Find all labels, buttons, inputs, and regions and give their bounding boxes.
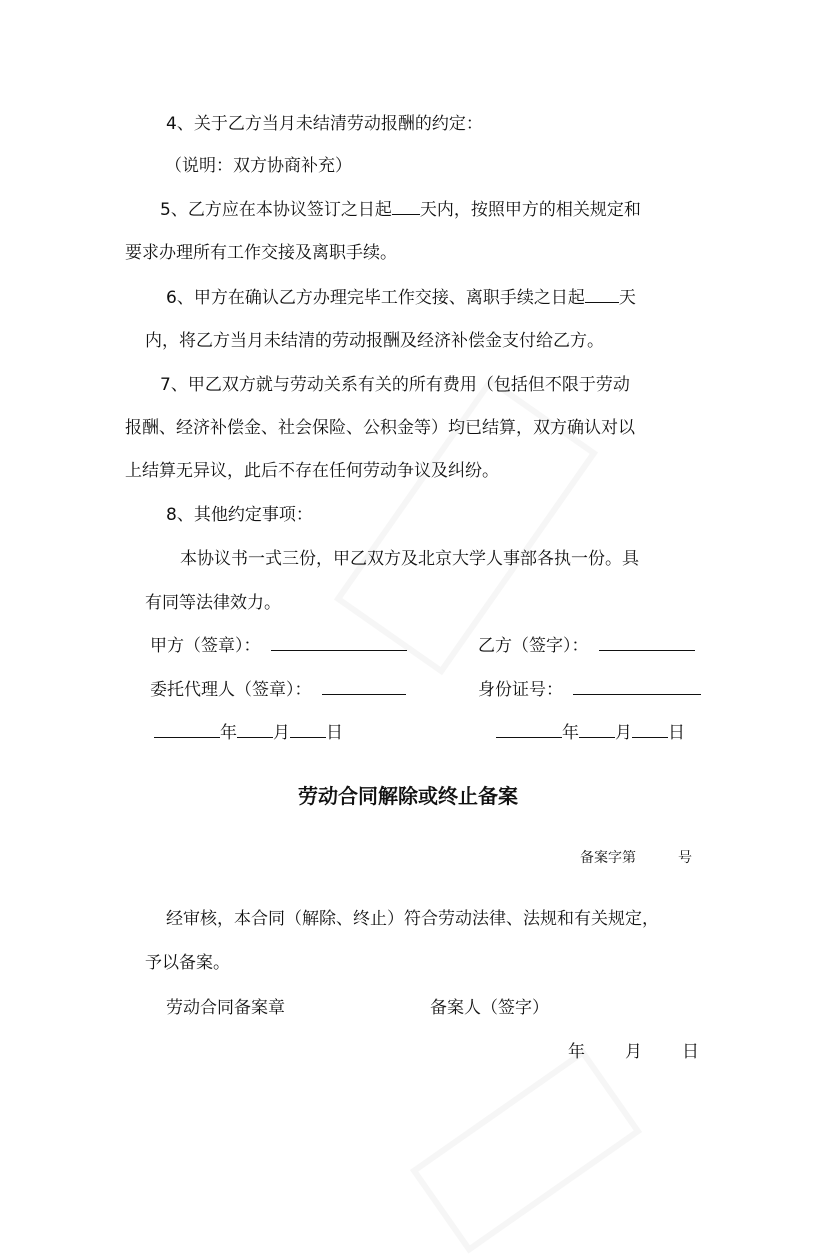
party-a-signature bbox=[150, 634, 407, 658]
month-label: 月 bbox=[615, 723, 632, 743]
day-label: 日 bbox=[326, 723, 343, 743]
label: 号 bbox=[678, 850, 692, 866]
watermark bbox=[410, 1048, 642, 1253]
id-blank[interactable] bbox=[573, 678, 701, 695]
filing-title: 劳动合同解除或终止备案 bbox=[298, 784, 518, 808]
agent-blank[interactable] bbox=[322, 678, 406, 695]
id-number bbox=[478, 678, 701, 702]
label: 委托代理人（签章）： bbox=[150, 680, 312, 700]
year-label: 年 bbox=[568, 1042, 585, 1062]
filing-date bbox=[568, 1040, 699, 1064]
agent-signature bbox=[150, 678, 406, 702]
month-blank[interactable] bbox=[579, 721, 615, 738]
label: 乙方（签字）： bbox=[478, 636, 589, 656]
clause-6-line2: 内，将乙方当月未结清的劳动报酬及经济补偿金支付给乙方。 bbox=[145, 331, 604, 351]
date-left bbox=[154, 721, 343, 745]
clause-5-line1 bbox=[160, 198, 641, 222]
filing-seal: 劳动合同备案章 bbox=[166, 998, 285, 1018]
month-label: 月 bbox=[625, 1042, 642, 1062]
day-label: 日 bbox=[668, 723, 685, 743]
label: 备案字第 bbox=[580, 850, 636, 866]
clause-7-line1: 7、甲乙双方就与劳动关系有关的所有费用（包括但不限于劳动 bbox=[160, 375, 630, 395]
blank-days[interactable] bbox=[585, 286, 619, 303]
day-label: 日 bbox=[682, 1042, 699, 1062]
clause-6-line1 bbox=[166, 286, 636, 310]
label: 身份证号： bbox=[478, 680, 563, 700]
party-a-blank[interactable] bbox=[271, 634, 407, 651]
party-b-signature bbox=[478, 634, 695, 658]
clause-8: 8、其他约定事项： bbox=[166, 505, 313, 525]
clause-4-note: （说明：双方协商补充） bbox=[165, 156, 352, 176]
filing-text-line1: 经审核，本合同（解除、终止）符合劳动法律、法规和有关规定， bbox=[166, 909, 659, 929]
day-blank[interactable] bbox=[632, 721, 668, 738]
clause-8-line2: 有同等法律效力。 bbox=[145, 593, 281, 613]
text: 5、乙方应在本协议签订之日起 bbox=[160, 200, 392, 220]
party-b-blank[interactable] bbox=[599, 634, 695, 651]
clause-8-line1: 本协议书一式三份，甲乙双方及北京大学人事部各执一份。具 bbox=[180, 549, 639, 569]
text: 天内，按照甲方的相关规定和 bbox=[419, 200, 641, 220]
year-label: 年 bbox=[220, 723, 237, 743]
blank-days[interactable] bbox=[392, 198, 420, 215]
year-label: 年 bbox=[562, 723, 579, 743]
clause-4: 4、关于乙方当月未结清劳动报酬的约定： bbox=[166, 114, 483, 134]
text: 6、甲方在确认乙方办理完毕工作交接、离职手续之日起 bbox=[166, 288, 585, 308]
year-blank[interactable] bbox=[154, 721, 220, 738]
filing-text-line2: 予以备案。 bbox=[145, 953, 230, 973]
day-blank[interactable] bbox=[290, 721, 326, 738]
file-number bbox=[580, 846, 692, 870]
year-blank[interactable] bbox=[496, 721, 562, 738]
clause-7-line3: 上结算无异议，此后不存在任何劳动争议及纠纷。 bbox=[125, 461, 499, 481]
month-blank[interactable] bbox=[237, 721, 273, 738]
text: 天 bbox=[618, 288, 636, 308]
clause-5-line2: 要求办理所有工作交接及离职手续。 bbox=[125, 243, 397, 263]
clause-7-line2: 报酬、经济补偿金、社会保险、公积金等）均已结算，双方确认对以 bbox=[125, 418, 635, 438]
label: 甲方（签章）： bbox=[150, 636, 261, 656]
date-right bbox=[496, 721, 685, 745]
filer-signature: 备案人（签字） bbox=[430, 998, 549, 1018]
month-label: 月 bbox=[273, 723, 290, 743]
